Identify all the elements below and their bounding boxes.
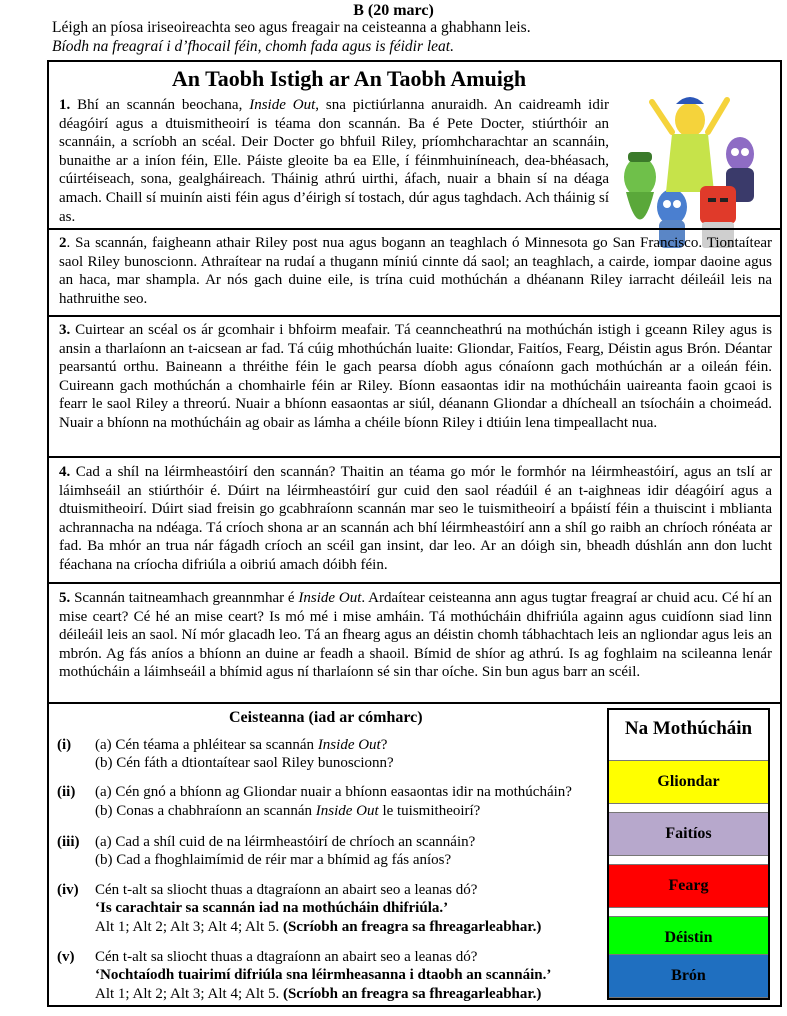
question-line: Cén t-alt sa sliocht thuas a dtagraíonn an abairt seo a leanas dó? [95, 949, 478, 965]
question-line: (b) Cén fáth a dtiontaítear saol Riley bunoscionn? [95, 755, 394, 771]
question-line: Alt 1; Alt 2; Alt 3; Alt 4; Alt 5. (Scríobh an freagra sa fhreagarleabhar.) [95, 919, 542, 935]
questions-heading: Ceisteanna (iad ar cómharc) [229, 709, 423, 726]
emotions-panel [607, 708, 770, 1000]
question-number: (ii) [57, 784, 76, 800]
emotion-deistin: Déistin [609, 916, 768, 960]
paragraph-5: 5. Scannán taitneamhach greannmhar é Inside Out. Ardaítear ceisteanna ann agus tugtar freagraí ar chuid acu. Cé hí an mise ceart? Cé hé an mise ceart? Is mó mé i mise amháin. Tá mothúcháin dhifriúla againn agus cuidíonn siad linn déileáil leis an saol. Ní mór glacadh leo. Tá an fhearg agus an déistin chomh tábhachtach leis an ngliondar agus leis an mbrón. Ag fás aníos a bhíonn an duine ar feadh a shaoil. Bímid de shíor ag athrú. Is ag foghlaim na scileanna lenár mothúcháin a láimhseáil a bhímid agus ní tharlaíonn sé sin thar oíche. Sin bun agus barr an scéil. [59, 590, 773, 681]
question-line: (a) Cén téama a phléitear sa scannán Inside Out? [95, 737, 388, 753]
emotion-gliondar: Gliondar [609, 760, 768, 804]
paragraph-1: 1. Bhí an scannán beochana, Inside Out, sna pictiúrlanna anuraidh. An caidreamh idir déagóirí agus a dtuismitheoirí is téama don scannán. Ba é Pete Docter, stiúrthóir an scannáin, a scríobh an scéal. Deir Docter go bhfuil Riley, príomhcharachtar an scannáin, bunaithe ar a iníon féin, Elle. Páiste gleoite ba ea Elle, í féinmhuiníneach, dea-bhéasach, cúirtéiseach, sona, gealgháireach. Tháinig athrú uirthi, áfach, nuair a bhain sí na déaga amach. Chaill sí muinín aisti féin agus d’éirigh sí tostach, dúr agus taghdach. Ach tháinig sí as. [59, 97, 609, 225]
emotion-fearg: Fearg [609, 864, 768, 908]
paragraph-4: 4. Cad a shíl na léirmheastóirí den scannán? Thaitin an téama go mór le formhór na léirmheastóirí, agus an tslí ar láimhseáil an stiúrthóir é. Dúirt na léirmheastóirí gur cuid den saol réadúil é an t-aighneas idir déagóirí agus a dtuismitheoirí. Dúirt siad freisin go gcabhraíonn scannán mar seo le tuismitheoirí a bpáistí féin a thuiscint i mblianta achrannacha na ndéaga. Tá críoch shona ar an scannán ach bhí léirmheastóirí ann a shíl go raibh an chríoch rónéata ar fad. Ba mhór an trua nár fágadh críoch an scéil gan insint, dar leo. Ar an dóigh sin, bheadh dúshlán ann don lucht féachana na críocha difriúla a oibriú amach dóibh féin. [59, 464, 772, 573]
question-number: (v) [57, 949, 75, 965]
question-quote: ‘Is carachtair sa scannán iad na mothúcháin dhifriúla.’ [95, 900, 449, 916]
divider [49, 456, 780, 458]
emotions-title: Na Mothúcháin [624, 718, 753, 739]
emotion-bron: Brón [609, 954, 768, 998]
question-line: Alt 1; Alt 2; Alt 3; Alt 4; Alt 5. (Scríobh an freagra sa fhreagarleabhar.) [95, 986, 542, 1002]
question-line: (a) Cad a shíl cuid de na léirmheastóirí de chríoch an scannáin? [95, 834, 476, 850]
question-number: (iii) [57, 834, 80, 850]
question-quote: ‘Nochtaíodh tuairimí difriúla sna léirmheasanna i dtaobh an scannáin.’ [95, 967, 552, 983]
divider [49, 315, 780, 317]
paragraph-3: 3. Cuirtear an scéal os ár gcomhair i bhfoirm meafair. Tá ceanncheathrú na mothúchán istigh i gceann Riley agus is ansin a tharlaíonn an t-aicsean ar fad. Tá cúig mhothúchán luaite: Gliondar, Faitíos, Fearg, Déistin agus Brón. Déantar pearsantú orthu. Baineann a thréithe féin le gach pearsa díobh agus cónaíonn gach mothúchán ar a oileán féin. Cuireann gach mothúchán a chomhairle féin ar Riley. Bíonn easaontas idir na mothúcháin uaireanta faoin gcaoi is fearr le saol Riley a threorú. Nuair a bhíonn easaontas ar siúl, déanann Gliondar a dhícheall an tsíocháin a choimeád. Nuair a bhíonn na mothúcháin ag obair as lámha a chéile bíonn Riley i dtiúin lena timpeallacht nua. [59, 322, 772, 431]
divider [49, 582, 780, 584]
instruction-text: Léigh an píosa iriseoireachta seo agus freagair na ceisteanna a ghabhann leis. [52, 19, 531, 36]
passage-title: An Taobh Istigh ar An Taobh Amuigh [171, 66, 527, 91]
divider [49, 228, 780, 230]
question-line: (a) Cén gnó a bhíonn ag Gliondar nuair a bhíonn easaontas idir na mothúcháin? [95, 784, 572, 800]
divider [49, 702, 780, 704]
question-line: (b) Cad a fhoghlaimímid de réir mar a bhímid ag fás aníos? [95, 852, 452, 868]
question-number: (i) [57, 737, 72, 753]
emotion-faitios: Faitíos [609, 812, 768, 856]
question-number: (iv) [57, 882, 79, 898]
question-line: (b) Conas a chabhraíonn an scannán Inside Out le tuismitheoirí? [95, 803, 481, 819]
inside-out-characters-illustration [612, 82, 772, 252]
instruction-italic-text: Bíodh na freagraí i d’fhocail féin, chomh fada agus is féidir leat. [52, 38, 454, 55]
paragraph-2: 2. Sa scannán, faigheann athair Riley post nua agus bogann an teaghlach ó Minnesota go San Francisco. Tiontaítear saol Riley bunoscionn. Athraítear na rudaí a thugann míniú cinnte dá saol; an teaghlach, a cairde, iompar daoine agus an haca, mar shampla. Ar nós gach duine eile, is trína cuid mothúchán a dhéanann Riley iarracht déileáil leis na hathruithe seo. [59, 235, 772, 307]
passage-box [47, 60, 782, 1007]
section-title: B (20 marc) [353, 2, 434, 19]
question-line: Cén t-alt sa sliocht thuas a dtagraíonn an abairt seo a leanas dó? [95, 882, 478, 898]
